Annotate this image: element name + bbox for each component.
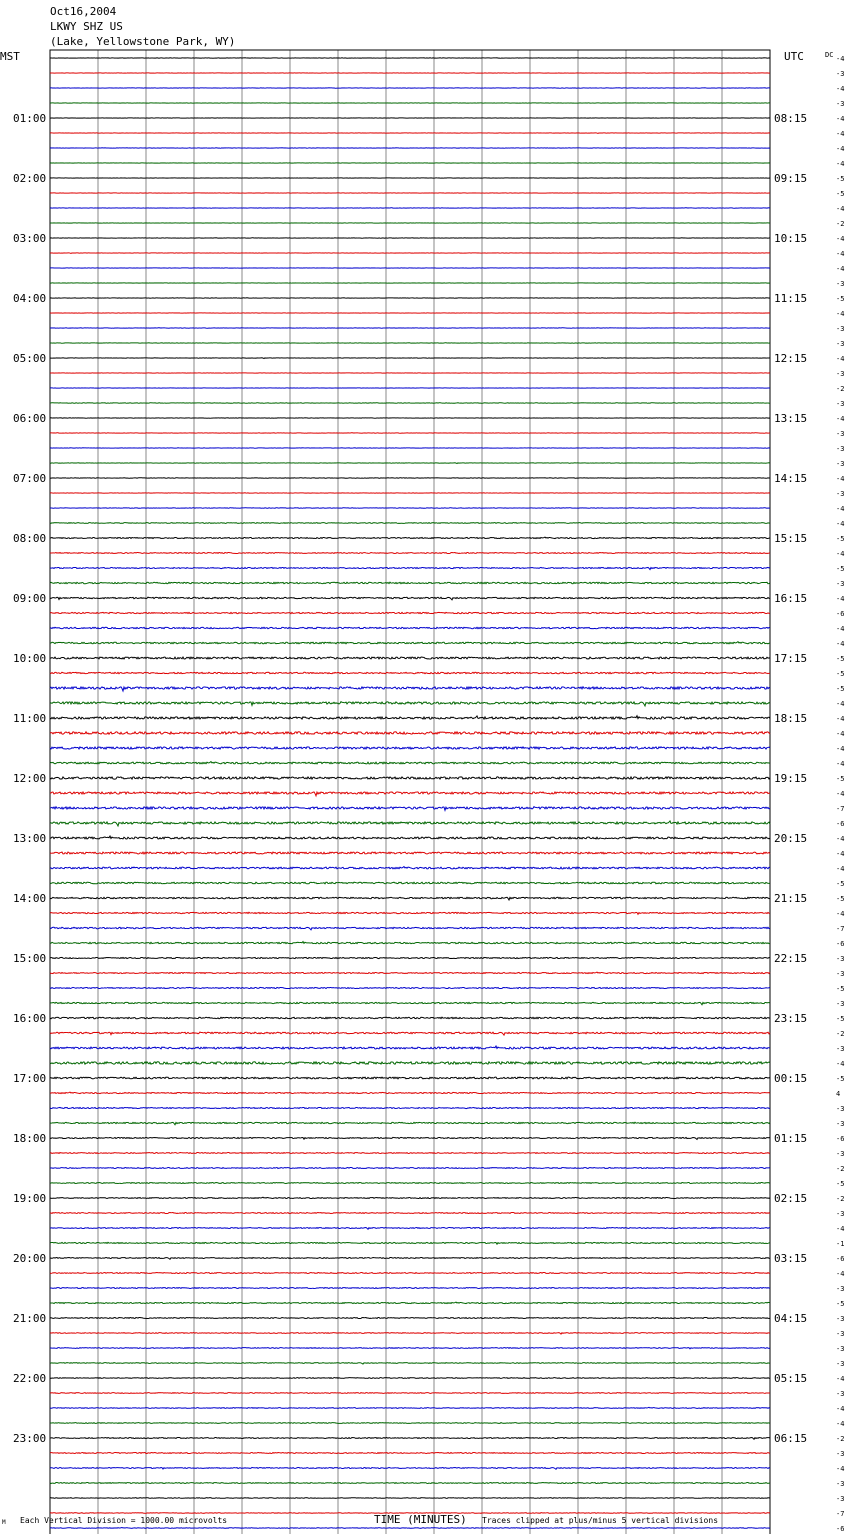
- dc-offset-label: -4: [836, 55, 845, 63]
- left-hour-label: 01:00: [13, 112, 47, 125]
- seismic-trace: [50, 1002, 770, 1004]
- seismic-trace: [50, 1183, 770, 1184]
- seismic-trace: [50, 328, 770, 329]
- left-hour-label: 06:00: [13, 412, 47, 425]
- dc-offset-label: -3: [836, 955, 845, 963]
- right-hour-label: 03:15: [774, 1252, 808, 1265]
- dc-offset-label: -4: [836, 595, 845, 603]
- seismic-trace: [50, 852, 770, 854]
- dc-offset-label: -5: [836, 670, 845, 678]
- seismic-trace: [50, 463, 770, 464]
- dc-offset-label: -5: [836, 190, 845, 198]
- header-date: Oct16,2004: [50, 5, 117, 18]
- dc-offset-label: -5: [836, 565, 845, 573]
- left-hour-label: 17:00: [13, 1072, 47, 1085]
- dc-offset-label: -6: [836, 1255, 845, 1263]
- seismic-trace: [50, 807, 770, 811]
- dc-offset-label: -2: [836, 1165, 845, 1173]
- dc-offset-label: -4: [836, 1225, 845, 1233]
- dc-offset-label: -4: [836, 835, 845, 843]
- seismic-trace: [50, 597, 770, 600]
- dc-offset-label: -4: [836, 790, 845, 798]
- dc-offset-label: -5: [836, 1075, 845, 1083]
- right-hour-label: 17:15: [774, 652, 808, 665]
- right-hour-label: 02:15: [774, 1192, 808, 1205]
- dc-offset-label: -3: [836, 1315, 845, 1323]
- dc-offset-label: -4: [836, 265, 845, 273]
- seismic-trace: [50, 1228, 770, 1230]
- right-hour-label: 16:15: [774, 592, 808, 605]
- dc-offset-label: -5: [836, 685, 845, 693]
- seismic-trace: [50, 627, 770, 629]
- dc-offset-label: -4: [836, 700, 845, 708]
- right-hour-label: 06:15: [774, 1432, 808, 1445]
- dc-offset-label: -4: [836, 550, 845, 558]
- seismic-trace: [50, 672, 770, 673]
- seismic-trace: [50, 433, 770, 434]
- seismic-trace: [50, 1122, 770, 1124]
- dc-offset-label: -5: [836, 775, 845, 783]
- seismic-trace: [50, 1077, 770, 1079]
- dc-offset-label: -5: [836, 895, 845, 903]
- right-hour-label: 10:15: [774, 232, 808, 245]
- left-hour-label: 12:00: [13, 772, 47, 785]
- dc-offset-label: -4: [836, 625, 845, 633]
- dc-offset-label: -4: [836, 1405, 845, 1413]
- dc-offset-label: -3: [836, 1120, 845, 1128]
- seismic-trace: [50, 1107, 770, 1108]
- dc-offset-label: -3: [836, 1000, 845, 1008]
- seismic-trace: [50, 1423, 770, 1424]
- dc-offset-label: -3: [836, 370, 845, 378]
- dc-offset-label: -3: [836, 1450, 845, 1458]
- seismic-trace: [50, 1197, 770, 1198]
- dc-offset-label: -3: [836, 1045, 845, 1053]
- dc-offset-label: -4: [836, 850, 845, 858]
- seismic-trace: [50, 1153, 770, 1154]
- dc-offset-label: -4: [836, 1060, 845, 1068]
- left-hour-label: 20:00: [13, 1252, 47, 1265]
- dc-offset-label: -4: [836, 730, 845, 738]
- seismic-trace: [50, 702, 770, 706]
- left-hour-label: 10:00: [13, 652, 47, 665]
- seismic-trace: [50, 1242, 770, 1244]
- seismic-trace: [50, 777, 770, 779]
- dc-offset-label: -4: [836, 205, 845, 213]
- seismic-trace: [50, 1363, 770, 1364]
- dc-label: DC: [825, 51, 834, 59]
- dc-offset-label: -4: [836, 1270, 845, 1278]
- seismic-trace: [50, 553, 770, 554]
- dc-offset-label: -3: [836, 490, 845, 498]
- dc-offset-label: -7: [836, 925, 845, 933]
- seismic-trace: [50, 792, 770, 796]
- dc-offset-label: -4: [836, 640, 845, 648]
- scale-note: Each Vertical Division = 1000.00 microvolts: [20, 1516, 228, 1525]
- dc-offset-label: -4: [836, 85, 845, 93]
- clip-note: Traces clipped at plus/minus 5 vertical divisions: [482, 1516, 719, 1525]
- right-hour-label: 23:15: [774, 1012, 808, 1025]
- dc-offset-label: -4: [836, 1375, 845, 1383]
- dc-offset-label: -4: [836, 715, 845, 723]
- dc-offset-label: -3: [836, 970, 845, 978]
- dc-offset-label: -6: [836, 610, 845, 618]
- dc-offset-label: -4: [836, 355, 845, 363]
- seismic-trace: [50, 867, 770, 869]
- dc-offset-label: -3: [836, 70, 845, 78]
- right-hour-label: 20:15: [774, 832, 808, 845]
- seismic-trace: [50, 1017, 770, 1019]
- right-hour-label: 15:15: [774, 532, 808, 545]
- seismic-trace: [50, 523, 770, 524]
- dc-offset-labels: [836, 55, 844, 1534]
- seismic-trace: [50, 1168, 770, 1169]
- seismic-trace: [50, 612, 770, 613]
- dc-offset-label: -5: [836, 985, 845, 993]
- right-hour-label: 22:15: [774, 952, 808, 965]
- right-hour-label: 09:15: [774, 172, 808, 185]
- left-hour-label: 16:00: [13, 1012, 47, 1025]
- seismic-trace: [50, 972, 770, 973]
- dc-offset-label: -3: [836, 280, 845, 288]
- dc-offset-label: -3: [836, 1285, 845, 1293]
- dc-offset-label: -3: [836, 400, 845, 408]
- right-hour-label: 21:15: [774, 892, 808, 905]
- left-hour-label: 21:00: [13, 1312, 47, 1325]
- right-hour-label: 12:15: [774, 352, 808, 365]
- seismic-trace: [50, 912, 770, 914]
- seismic-trace: [50, 208, 770, 209]
- seismic-trace: [50, 1527, 770, 1528]
- right-hour-label: 08:15: [774, 112, 808, 125]
- left-hour-label: 04:00: [13, 292, 47, 305]
- seismic-trace: [50, 1438, 770, 1440]
- left-hour-label: 13:00: [13, 832, 47, 845]
- right-hour-label: 13:15: [774, 412, 808, 425]
- seismic-trace: [50, 253, 770, 254]
- dc-offset-label: -6: [836, 1525, 845, 1533]
- left-hour-label: 09:00: [13, 592, 47, 605]
- seismic-trace: [50, 1046, 770, 1049]
- seismic-trace: [50, 657, 770, 659]
- dc-offset-label: -6: [836, 820, 845, 828]
- dc-offset-label: -7: [836, 1510, 845, 1518]
- seismic-trace: [50, 1318, 770, 1319]
- dc-offset-label: -5: [836, 1300, 845, 1308]
- dc-offset-label: -3: [836, 325, 845, 333]
- seismic-trace: [50, 836, 770, 839]
- dc-offset-label: -4: [836, 250, 845, 258]
- seismic-trace: [50, 1467, 770, 1469]
- dc-offset-label: -3: [836, 100, 845, 108]
- seismic-trace: [50, 762, 770, 764]
- dc-offset-label: -4: [836, 130, 845, 138]
- seismic-trace: [50, 1333, 770, 1334]
- dc-offset-label: -4: [836, 910, 845, 918]
- seismic-trace: [50, 582, 770, 584]
- dc-offset-label: -4: [836, 520, 845, 528]
- left-hour-label: 18:00: [13, 1132, 47, 1145]
- seismic-trace: [50, 1483, 770, 1484]
- dc-offset-label: -2: [836, 385, 845, 393]
- seismic-trace: [50, 747, 770, 749]
- seismic-trace: [50, 1062, 770, 1065]
- seismic-trace: [50, 716, 770, 719]
- dc-offset-label: -5: [836, 1180, 845, 1188]
- seismic-trace: [50, 987, 770, 988]
- right-hour-label: 04:15: [774, 1312, 808, 1325]
- dc-offset-label: -3: [836, 1210, 845, 1218]
- seismic-trace: [50, 732, 770, 735]
- dc-offset-label: -4: [836, 760, 845, 768]
- dc-offset-label: -3: [836, 340, 845, 348]
- seismic-trace: [50, 1258, 770, 1260]
- dc-offset-label: 4: [836, 1090, 841, 1098]
- left-hour-label: 02:00: [13, 172, 47, 185]
- dc-offset-label: -5: [836, 295, 845, 303]
- dc-offset-label: -3: [836, 580, 845, 588]
- seismic-trace: [50, 1378, 770, 1379]
- dc-offset-label: -4: [836, 145, 845, 153]
- right-hour-label: 05:15: [774, 1372, 808, 1385]
- dc-offset-label: -3: [836, 1330, 845, 1338]
- dc-offset-label: -3: [836, 1360, 845, 1368]
- right-hour-label: 19:15: [774, 772, 808, 785]
- dc-offset-label: -5: [836, 880, 845, 888]
- seismic-trace: [50, 537, 770, 538]
- seismic-trace: [50, 957, 770, 958]
- seismic-trace: [50, 1032, 770, 1035]
- seismic-trace: [50, 882, 770, 884]
- dc-offset-label: -4: [836, 415, 845, 423]
- left-hour-label: 14:00: [13, 892, 47, 905]
- right-hour-label: 00:15: [774, 1072, 808, 1085]
- dc-offset-label: -4: [836, 115, 845, 123]
- dc-offset-label: -5: [836, 655, 845, 663]
- header-station: LKWY SHZ US: [50, 20, 123, 33]
- seismic-trace: [50, 133, 770, 134]
- seismic-trace: [50, 687, 770, 691]
- dc-offset-label: -3: [836, 1495, 845, 1503]
- seismic-trace: [50, 1302, 770, 1303]
- seismic-trace: [50, 1213, 770, 1214]
- dc-offset-label: -2: [836, 1435, 845, 1443]
- corner-mark: M: [2, 1519, 6, 1526]
- dc-offset-label: -2: [836, 1195, 845, 1203]
- right-hour-label: 01:15: [774, 1132, 808, 1145]
- left-timezone-label: MST: [0, 50, 20, 63]
- seismic-trace: [50, 942, 770, 944]
- dc-offset-label: -4: [836, 505, 845, 513]
- seismic-trace: [50, 1452, 770, 1453]
- right-hour-label: 14:15: [774, 472, 808, 485]
- left-hour-label: 23:00: [13, 1432, 47, 1445]
- seismic-trace: [50, 1348, 770, 1349]
- dc-offset-label: -5: [836, 1015, 845, 1023]
- dc-offset-label: -3: [836, 460, 845, 468]
- seismic-trace: [50, 1288, 770, 1289]
- left-hour-label: 03:00: [13, 232, 47, 245]
- right-timezone-label: UTC: [784, 50, 804, 63]
- left-hour-label: 07:00: [13, 472, 47, 485]
- left-hour-label: 19:00: [13, 1192, 47, 1205]
- dc-offset-label: -3: [836, 430, 845, 438]
- left-hour-label: 15:00: [13, 952, 47, 965]
- dc-offset-label: -7: [836, 805, 845, 813]
- seismic-trace: [50, 1273, 770, 1274]
- seismic-trace: [50, 1498, 770, 1499]
- dc-offset-label: -3: [836, 1150, 845, 1158]
- left-hour-label: 05:00: [13, 352, 47, 365]
- dc-offset-label: -4: [836, 745, 845, 753]
- seismic-trace: [50, 567, 770, 569]
- header-location: (Lake, Yellowstone Park, WY): [50, 35, 236, 48]
- seismic-trace: [50, 642, 770, 644]
- left-hour-label: 11:00: [13, 712, 47, 725]
- seismic-trace: [50, 1407, 770, 1408]
- seismic-trace: [50, 927, 770, 930]
- dc-offset-label: -4: [836, 310, 845, 318]
- dc-offset-label: -2: [836, 220, 845, 228]
- left-hour-label: 08:00: [13, 532, 47, 545]
- dc-offset-label: -4: [836, 1420, 845, 1428]
- left-hour-label: 22:00: [13, 1372, 47, 1385]
- dc-offset-label: -6: [836, 940, 845, 948]
- seismic-trace: [50, 821, 770, 826]
- dc-offset-label: -3: [836, 1390, 845, 1398]
- dc-offset-label: -1: [836, 1240, 845, 1248]
- right-hour-label: 18:15: [774, 712, 808, 725]
- dc-offset-label: -5: [836, 175, 845, 183]
- seismic-trace: [50, 897, 770, 900]
- right-hour-label: 11:15: [774, 292, 808, 305]
- dc-offset-label: -4: [836, 235, 845, 243]
- seismic-trace: [50, 1393, 770, 1394]
- dc-offset-label: -4: [836, 865, 845, 873]
- seismic-trace: [50, 358, 770, 359]
- seismic-trace: [50, 1137, 770, 1139]
- dc-offset-label: -2: [836, 1030, 845, 1038]
- dc-offset-label: -3: [836, 1105, 845, 1113]
- dc-offset-label: -3: [836, 1480, 845, 1488]
- dc-offset-label: -4: [836, 1465, 845, 1473]
- dc-offset-label: -5: [836, 535, 845, 543]
- seismic-trace: [50, 1092, 770, 1093]
- dc-offset-label: -4: [836, 160, 845, 168]
- x-axis-title: TIME (MINUTES): [374, 1513, 467, 1526]
- dc-offset-label: -3: [836, 445, 845, 453]
- dc-offset-label: -6: [836, 1135, 845, 1143]
- dc-offset-label: -4: [836, 475, 845, 483]
- dc-offset-label: -3: [836, 1345, 845, 1353]
- seismic-traces: [50, 58, 770, 1534]
